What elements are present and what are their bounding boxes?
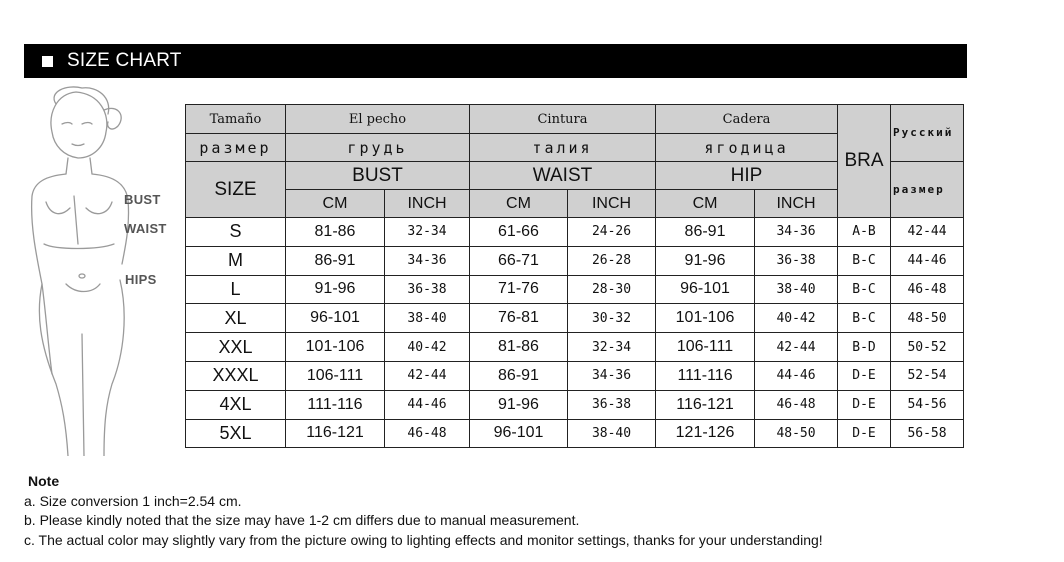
header-waist-cm: CM (470, 190, 568, 218)
size-rows (186, 218, 964, 448)
cell-bust-cm: 81-86 (286, 218, 385, 247)
cell-hip-cm: 106-111 (656, 333, 755, 362)
cell-hip-inch: 44-46 (755, 361, 838, 390)
table-row (186, 275, 964, 304)
header-ru-bust: грудь (286, 134, 470, 162)
header-ru-waist: талия (470, 134, 656, 162)
table-row (186, 304, 964, 333)
cell-waist-cm: 96-101 (470, 419, 568, 448)
table-row (186, 246, 964, 275)
table-row (186, 333, 964, 362)
cell-waist-inch: 30-32 (568, 304, 656, 333)
cell-waist-cm: 86-91 (470, 361, 568, 390)
cell-bust-cm: 116-121 (286, 419, 385, 448)
cell-size: 4XL (186, 390, 286, 419)
header-hip-inch: INCH (755, 190, 838, 218)
cell-waist-inch: 38-40 (568, 419, 656, 448)
cell-waist-inch: 32-34 (568, 333, 656, 362)
cell-ru-size: 44-46 (891, 246, 964, 275)
cell-hip-inch: 38-40 (755, 275, 838, 304)
cell-size: XL (186, 304, 286, 333)
cell-hip-inch: 36-38 (755, 246, 838, 275)
banner-title: SIZE CHART (67, 50, 182, 71)
header-bust-inch: INCH (385, 190, 470, 218)
cell-waist-inch: 26-28 (568, 246, 656, 275)
cell-ru-size: 46-48 (891, 275, 964, 304)
cell-hip-cm: 116-121 (656, 390, 755, 419)
note-line-a: a. Size conversion 1 inch=2.54 cm. (24, 492, 242, 509)
cell-bust-cm: 111-116 (286, 390, 385, 419)
cell-bust-cm: 91-96 (286, 275, 385, 304)
cell-hip-cm: 86-91 (656, 218, 755, 247)
cell-bra: D-E (838, 361, 891, 390)
table-row (186, 361, 964, 390)
cell-waist-cm: 66-71 (470, 246, 568, 275)
header-ru-size-2: размер (891, 162, 964, 218)
header-hip: HIP (656, 162, 838, 190)
cell-hip-inch: 46-48 (755, 390, 838, 419)
cell-ru-size: 56-58 (891, 419, 964, 448)
cell-bust-inch: 34-36 (385, 246, 470, 275)
cell-hip-inch: 42-44 (755, 333, 838, 362)
cell-ru-size: 42-44 (891, 218, 964, 247)
cell-waist-cm: 61-66 (470, 218, 568, 247)
cell-bust-inch: 38-40 (385, 304, 470, 333)
header-size: SIZE (186, 162, 286, 218)
cell-waist-cm: 91-96 (470, 390, 568, 419)
cell-bust-inch: 40-42 (385, 333, 470, 362)
woman-silhouette-icon (26, 84, 184, 456)
body-figure-illustration (26, 84, 184, 456)
header-waist-inch: INCH (568, 190, 656, 218)
bust-label: BUST (124, 192, 161, 207)
cell-hip-inch: 48-50 (755, 419, 838, 448)
note-line-b: b. Please kindly noted that the size may have 1-2 cm differs due to manual measurement. (24, 512, 580, 528)
header-el-pecho: El pecho (286, 105, 470, 134)
notes-title: Note (28, 473, 60, 489)
cell-waist-inch: 34-36 (568, 361, 656, 390)
cell-hip-cm: 91-96 (656, 246, 755, 275)
hips-label: HIPS (125, 272, 157, 287)
waist-label: WAIST (124, 221, 167, 236)
cell-bra: B-D (838, 333, 891, 362)
cell-waist-inch: 28-30 (568, 275, 656, 304)
header-waist: WAIST (470, 162, 656, 190)
cell-bust-inch: 32-34 (385, 218, 470, 247)
cell-size: S (186, 218, 286, 247)
cell-waist-inch: 24-26 (568, 218, 656, 247)
size-table (185, 104, 964, 448)
cell-size: XXXL (186, 361, 286, 390)
cell-bra: B-C (838, 275, 891, 304)
header-ru-hip: ягодица (656, 134, 838, 162)
header-russian: Русский (891, 105, 964, 162)
cell-size: L (186, 275, 286, 304)
header-bust-cm: CM (286, 190, 385, 218)
note-line-c: c. The actual color may slightly vary from the picture owing to lighting effects and monitor settings, thanks for your understanding! (24, 531, 823, 548)
cell-bust-inch: 46-48 (385, 419, 470, 448)
cell-bust-cm: 86-91 (286, 246, 385, 275)
cell-bra: D-E (838, 419, 891, 448)
cell-hip-cm: 101-106 (656, 304, 755, 333)
header-bust: BUST (286, 162, 470, 190)
cell-bust-cm: 101-106 (286, 333, 385, 362)
header-bra-column (838, 105, 891, 218)
notes-section (24, 472, 823, 550)
cell-waist-cm: 76-81 (470, 304, 568, 333)
cell-waist-cm: 71-76 (470, 275, 568, 304)
cell-size: XXL (186, 333, 286, 362)
cell-hip-inch: 34-36 (755, 218, 838, 247)
cell-ru-size: 52-54 (891, 361, 964, 390)
cell-hip-cm: 96-101 (656, 275, 755, 304)
header-cintura: Cintura (470, 105, 656, 134)
cell-bust-inch: 42-44 (385, 361, 470, 390)
cell-waist-cm: 81-86 (470, 333, 568, 362)
cell-hip-cm: 111-116 (656, 361, 755, 390)
table-row (186, 419, 964, 448)
cell-ru-size: 50-52 (891, 333, 964, 362)
table-row (186, 218, 964, 247)
header-ru-size: размер (186, 134, 286, 162)
cell-bra: B-C (838, 304, 891, 333)
cell-bra: D-E (838, 390, 891, 419)
square-bullet-icon (42, 56, 53, 67)
cell-bust-cm: 106-111 (286, 361, 385, 390)
cell-hip-cm: 121-126 (656, 419, 755, 448)
cell-bra: A-B (838, 218, 891, 247)
header-cadera: Cadera (656, 105, 838, 134)
cell-bust-inch: 44-46 (385, 390, 470, 419)
cell-size: M (186, 246, 286, 275)
cell-size: 5XL (186, 419, 286, 448)
cell-waist-inch: 36-38 (568, 390, 656, 419)
header-tamano: Tamaño (186, 105, 286, 134)
cell-bra: B-C (838, 246, 891, 275)
cell-bust-cm: 96-101 (286, 304, 385, 333)
cell-bust-inch: 36-38 (385, 275, 470, 304)
cell-ru-size: 54-56 (891, 390, 964, 419)
header-bra: BRA (844, 150, 884, 171)
header-hip-cm: CM (656, 190, 755, 218)
size-chart-banner (24, 44, 967, 78)
cell-hip-inch: 40-42 (755, 304, 838, 333)
table-row (186, 390, 964, 419)
cell-ru-size: 48-50 (891, 304, 964, 333)
